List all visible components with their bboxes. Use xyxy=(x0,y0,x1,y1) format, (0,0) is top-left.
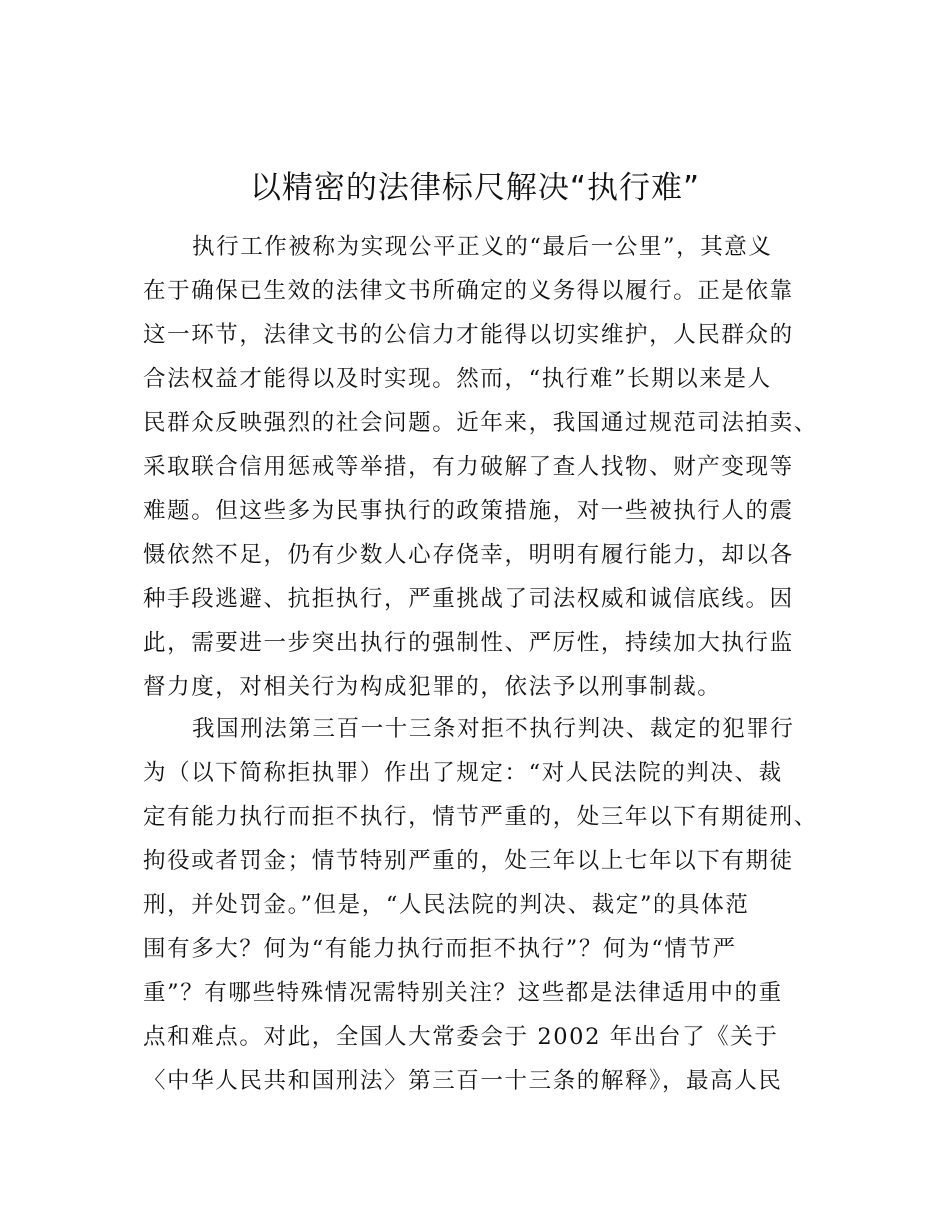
paragraph-line: 重”？有哪些特殊情况需特别关注？这些都是法律适用中的重 xyxy=(143,980,783,1006)
paragraph-1 xyxy=(143,225,843,709)
paragraph-line: 点和难点。对此，全国人大常委会于 2002 年出台了《关于 xyxy=(143,1024,779,1050)
paragraph-line: 慑依然不足，仍有少数人心存侥幸，明明有履行能力，却以各 xyxy=(143,542,794,568)
paragraph-line: 拘役或者罚金；情节特别严重的，处三年以上七年以下有期徒 xyxy=(143,848,794,874)
paragraph-line: 督力度，对相关行为构成犯罪的，依法予以刑事制裁。 xyxy=(143,674,722,700)
paragraph-line: 围有多大？何为“有能力执行而拒不执行”？何为“情节严 xyxy=(143,936,737,962)
paragraph-line: 这一环节，法律文书的公信力才能得以切实维护，人民群众的 xyxy=(143,322,794,348)
paragraph-line: 定有能力执行而拒不执行，情节严重的，处三年以下有期徒刑、 xyxy=(143,804,818,830)
paragraph-line: 为（以下简称拒执罪）作出了规定：“对人民法院的判决、裁 xyxy=(143,760,783,786)
paragraph-line: 我国刑法第三百一十三条对拒不执行判决、裁定的犯罪行 xyxy=(192,716,795,742)
paragraph-line: 种手段逃避、抗拒执行，严重挑战了司法权威和诚信底线。因 xyxy=(143,586,794,612)
paragraph-line: 此，需要进一步突出执行的强制性、严厉性，持续加大执行监 xyxy=(143,630,794,656)
paragraph-line: 采取联合信用惩戒等举措，有力破解了查人找物、财产变现等 xyxy=(143,454,794,480)
paragraph-line: 〈中华人民共和国刑法〉第三百一十三条的解释》，最高人民 xyxy=(143,1068,783,1094)
paragraph-line: 执行工作被称为实现公平正义的“最后一公里”，其意义 xyxy=(192,234,773,260)
paragraph-line: 合法权益才能得以及时实现。然而，“执行难”长期以来是人 xyxy=(143,366,772,392)
paragraph-line: 在于确保已生效的法律文书所确定的义务得以履行。正是依靠 xyxy=(143,278,794,304)
paragraph-line: 刑，并处罚金。”但是，“人民法院的判决、裁定”的具体范 xyxy=(143,892,750,918)
document-title: 以精密的法律标尺解决“执行难” xyxy=(249,170,701,206)
paragraph-line: 难题。但这些多为民事执行的政策措施，对一些被执行人的震 xyxy=(143,498,794,524)
paragraph-2 xyxy=(143,707,843,1103)
paragraph-line: 民群众反映强烈的社会问题。近年来，我国通过规范司法拍卖、 xyxy=(143,410,818,436)
